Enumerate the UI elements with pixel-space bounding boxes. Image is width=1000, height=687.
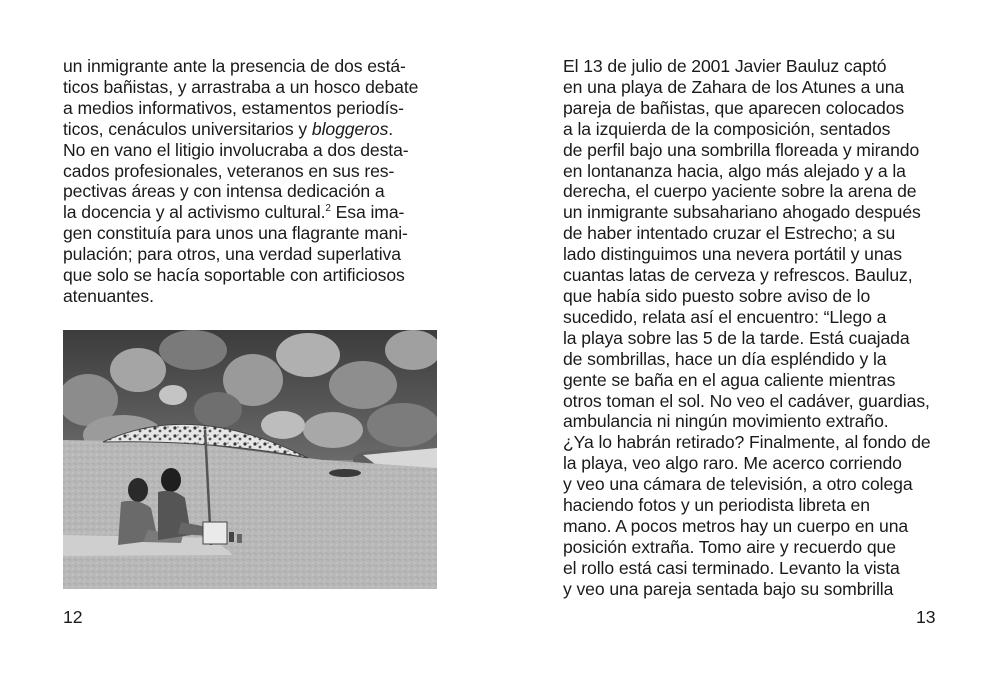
text-segment: de perfil bajo una sombrilla floreada y mirando [563,139,920,160]
text-line [563,119,948,140]
text-segment: mano. A pocos metros hay un cuerpo en una [563,515,909,536]
text-segment: la playa, veo algo raro. Me acerco corriendo [563,453,902,474]
text-segment: posición extraña. Tomo aire y recuerdo que [563,536,896,557]
right-page [500,0,1000,687]
text-segment: y veo una pareja sentada bajo su sombrilla [563,578,894,599]
text-line [63,265,443,286]
text-line [63,181,443,202]
page-number-left: 12 [63,607,83,627]
text-line [563,328,948,349]
text-line [563,474,948,495]
text-line [63,77,443,98]
text-line [63,161,443,182]
text-line [63,223,443,244]
text-segment: la playa sobre las 5 de la tarde. Está cuajada [563,327,910,348]
text-segment: Esa ima- [330,202,405,223]
text-line [563,244,948,265]
text-line [563,558,948,579]
text-segment: gen constituía para unos una flagrante mani- [63,223,408,244]
text-segment: la docencia y al activismo cultural. [63,202,326,223]
text-segment: atenuantes. [63,285,154,306]
text-segment: en lontananza hacia, algo más alejado y a la [563,160,906,181]
text-line [563,286,948,307]
text-segment: el rollo está casi terminado. Levanto la vista [563,557,900,578]
text-line [63,140,443,161]
text-segment: a la izquierda de la composición, sentados [563,118,891,139]
text-line [63,98,443,119]
page-number-right: 13 [916,607,936,627]
text-segment: en una playa de Zahara de los Atunes a una [563,76,905,97]
beach-photo [63,330,437,589]
text-segment: que solo se hacía soportable con artificiosos [63,265,405,286]
left-page-text [63,56,443,307]
text-line [563,411,948,432]
text-segment: pectivas áreas y con intensa dedicación a [63,181,385,202]
text-line [563,181,948,202]
text-segment: que había sido puesto sobre aviso de lo [563,285,871,306]
text-line [563,307,948,328]
text-line [563,98,948,119]
text-segment: un inmigrante ante la presencia de dos está- [63,56,406,76]
text-line [563,349,948,370]
text-line [563,432,948,453]
text-line [63,56,443,77]
text-line [63,202,443,223]
text-segment: bloggeros [311,118,389,139]
text-line [563,537,948,558]
text-segment: haciendo fotos y un periodista libreta en [563,495,870,516]
text-segment: otros toman el sol. No veo el cadáver, guardias, [563,390,930,411]
text-line [563,370,948,391]
text-line [63,286,443,307]
text-segment: de sombrillas, hace un día espléndido y la [563,348,887,369]
text-segment: sucedido, relata así el encuentro: “Llego a [563,306,887,327]
text-segment: derecha, el cuerpo yaciente sobre la arena de [563,181,917,202]
text-segment: y veo una cámara de televisión, a otro colega [563,474,913,495]
text-segment: cuantas latas de cerveza y refrescos. Bauluz, [563,265,913,286]
text-segment: ticos bañistas, y arrastraba a un hosco debate [63,76,419,97]
text-segment: lado distinguimos una nevera portátil y unas [563,244,902,265]
text-segment: a medios informativos, estamentos periodís- [63,97,404,118]
text-segment: gente se baña en el agua caliente mientras [563,369,896,390]
text-line [563,391,948,412]
text-line [563,516,948,537]
text-line [563,223,948,244]
text-segment: pareja de bañistas, que aparecen colocados [563,97,905,118]
text-segment: de haber intentado cruzar el Estrecho; a su [563,223,896,244]
text-line [563,140,948,161]
text-line [563,453,948,474]
text-line [63,244,443,265]
text-line [63,119,443,140]
text-line [563,495,948,516]
text-segment: No en vano el litigio involucraba a dos desta- [63,139,409,160]
text-line [563,56,948,77]
text-segment: ¿Ya lo habrán retirado? Finalmente, al fondo de [563,432,931,453]
text-segment: ticos, cenáculos universitarios y [63,118,312,139]
right-page-text [563,56,948,600]
beach-photo-icon [63,330,437,589]
text-line [563,77,948,98]
footnote-marker: 2 [325,203,331,215]
text-segment: El 13 de julio de 2001 Javier Bauluz captó [563,56,887,76]
text-line [563,202,948,223]
text-line [563,579,948,600]
text-segment: . [388,118,394,139]
text-line [563,265,948,286]
text-segment: ambulancia ni ningún movimiento extraño. [563,411,889,432]
text-segment: un inmigrante subsahariano ahogado después [563,202,921,223]
text-segment: cados profesionales, veteranos en sus res- [63,160,395,181]
text-segment: pulación; para otros, una verdad superlativa [63,244,401,265]
text-line [563,161,948,182]
